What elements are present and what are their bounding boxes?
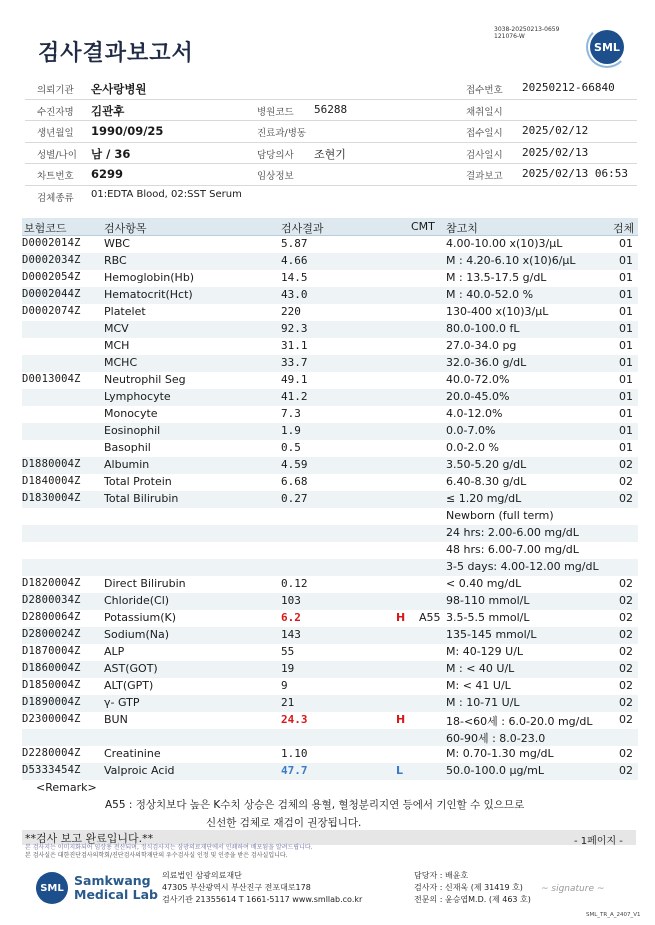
dept-label: 진료과/병동 [257,128,307,139]
report-code [494,26,559,40]
org-name: 의료법인 삼광의료재단 [162,871,242,880]
lab-logo: SML [36,872,68,904]
table-row [22,389,638,406]
remark-line-2: 신선한 검체로 재검이 권장됩니다. [206,817,362,829]
cell-spec: 01 [619,356,633,369]
cell-name: Total Protein [104,475,172,488]
org-info [162,870,362,906]
receipt-date-label: 접수일시 [466,128,503,139]
cell-name: BUN [104,713,128,726]
cell-spec: 02 [619,628,633,641]
cell-code: D2300004Z [22,713,81,725]
cell-spec: 01 [619,305,633,318]
table-row [22,321,638,338]
cell-spec: 02 [619,713,633,726]
cell-code: D1850004Z [22,679,81,691]
cell-result: 0.12 [281,577,308,590]
cell-result: 31.1 [281,339,308,352]
cell-name: MCH [104,339,130,352]
table-row [22,661,638,678]
cell-ref: M : < 40 U/L [446,662,515,675]
cell-ref: 130-400 x(10)3/μL [446,305,549,318]
signer-manager: 담당자 : 배윤호 [414,871,469,880]
table-row [22,457,638,474]
cell-spec: 02 [619,611,633,624]
cell-spec: 02 [619,475,633,488]
cell-ref: 4.00-10.00 x(10)3/μL [446,237,563,250]
table-row [22,372,638,389]
hospital-code-label: 병원코드 [257,106,294,118]
cell-ref: M : 10-71 U/L [446,696,520,709]
cell-result: 24.3 [281,713,308,726]
doctor-value: 조현기 [314,147,346,161]
table-header [22,218,638,236]
completion-text: **검사 보고 완료입니다.** [25,832,154,845]
cell-spec: 02 [619,747,633,760]
info-row-3 [25,121,637,143]
chart-no-value: 6299 [91,167,124,181]
table-row [22,763,638,780]
info-row-1 [25,78,637,100]
cell-name: Potassium(K) [104,611,177,624]
doctor-label: 담당의사 [257,149,294,161]
cell-spec: 02 [619,458,633,471]
table-row [22,508,638,525]
cell-name: WBC [104,237,130,250]
sex-age-label: 성별/나이 [37,149,77,161]
cell-code: D1840004Z [22,475,81,487]
cell-code: D5333454Z [22,764,81,776]
cell-spec: 01 [619,407,633,420]
cell-name: Creatinine [104,747,161,760]
cell-spec: 02 [619,577,633,590]
patient-name-label: 수진자명 [37,106,74,118]
header-spec: 검체 [613,222,635,235]
cell-spec: 01 [619,441,633,454]
cell-result: 6.68 [281,475,308,488]
cell-code: D0002074Z [22,305,81,317]
sex-age-value: 남 / 36 [91,146,131,161]
cell-code: D0002034Z [22,254,81,266]
cell-result: 49.1 [281,373,308,386]
lab-name [74,874,158,902]
cell-code: D1880004Z [22,458,81,470]
receipt-date-value: 2025/02/12 [522,124,589,137]
table-row [22,440,638,457]
table-row [22,695,638,712]
cell-name: Total Bilirubin [104,492,179,505]
table-row [22,678,638,695]
remark-line-1: A55 : 정상치보다 높은 K수치 상승은 검체의 용혈, 혈청분리지연 등에서 기인할 수 있으므로 [105,799,525,811]
cell-name: MCHC [104,356,138,369]
patient-name-value: 김관후 [91,103,125,118]
cell-code: D2800034Z [22,594,81,606]
table-body [22,236,638,780]
cell-result: 1.10 [281,747,308,760]
cell-result: 143 [281,628,301,641]
cell-name: ALT(GPT) [104,679,154,692]
header-cmt: CMT [411,220,435,233]
header-result: 검사결과 [281,222,324,235]
cell-spec: 01 [619,254,633,267]
cell-result: 1.9 [281,424,301,437]
signature-mark: ~ signature ~ [541,884,605,894]
lab-name-line2: Medical Lab [74,887,158,902]
cell-flag: L [396,764,404,777]
cell-ref: 4.0-12.0% [446,407,503,420]
test-date-label: 검사일시 [466,149,503,161]
cell-ref: 50.0-100.0 μg/mL [446,764,544,777]
table-row [22,474,638,491]
table-row [22,338,638,355]
cell-code: D1890004Z [22,696,81,708]
fine-print-1: 본 검사지는 이미지화되어 임상용 전산되며, 정식검사지는 삼광의료재단에서 인쇄하여 배포됨을 알려드립니다. [25,844,313,851]
test-date-value: 2025/02/13 [522,145,589,159]
table-row [22,610,638,627]
cell-spec: 02 [619,594,633,607]
cell-spec: 02 [619,696,633,709]
cell-ref: M: < 41 U/L [446,679,511,692]
birth-label: 생년월일 [37,128,74,139]
specimen-type-label: 검체종류 [37,192,74,204]
results-table [22,218,638,780]
cell-ref: 3.50-5.20 g/dL [446,458,527,471]
header-name: 검사항목 [104,222,147,235]
cell-result: 0.27 [281,492,308,505]
cell-result: 7.3 [281,407,301,420]
chart-no-label: 차트번호 [37,171,74,182]
cell-cmt: A55 [419,611,441,624]
cell-result: 220 [281,305,301,318]
info-row-2 [25,100,637,122]
cell-spec: 01 [619,390,633,403]
info-row-6 [25,186,637,207]
table-row [22,406,638,423]
table-row [22,746,638,763]
table-row [22,712,638,729]
table-row [22,542,638,559]
cell-code: D2280004Z [22,747,81,759]
table-row [22,423,638,440]
cell-name: Valproic Acid [104,764,175,777]
cell-flag: H [396,713,406,726]
lab-name-line1: Samkwang [74,873,151,888]
cell-result: 5.87 [281,237,308,250]
cell-code: D1870004Z [22,645,81,657]
cell-name: Hemoglobin(Hb) [104,271,195,284]
cell-ref: 0.0-7.0% [446,424,496,437]
receipt-no-value: 20250212-66840 [522,81,615,94]
cell-code: D0002014Z [22,237,81,249]
cell-name: Chloride(Cl) [104,594,170,607]
table-row [22,253,638,270]
cell-ref: Newborn (full term) [446,509,554,522]
cell-result: 4.59 [281,458,308,471]
cell-name: Basophil [104,441,151,454]
cell-code: D1830004Z [22,492,81,504]
cell-ref: M: 40-129 U/L [446,645,524,658]
cell-result: 21 [281,696,295,709]
cell-result: 92.3 [281,322,308,335]
cell-ref: 40.0-72.0% [446,373,510,386]
report-date-label: 결과보고 [466,171,503,182]
signer-tester: 검사자 : 신재욱 (제 31419 호) [414,883,523,892]
report-date-value: 2025/02/13 06:53 [522,167,628,180]
cell-spec: 02 [619,645,633,658]
info-row-5 [25,164,637,186]
cell-ref: ≤ 1.20 mg/dL [446,492,522,505]
table-row [22,559,638,576]
cell-name: Sodium(Na) [104,628,169,641]
cell-result: 103 [281,594,301,607]
cell-ref: M : 13.5-17.5 g/dL [446,271,547,284]
cell-code: D0002044Z [22,288,81,300]
cell-ref: 20.0-45.0% [446,390,510,403]
hospital-code-value: 56288 [314,102,348,116]
cell-code: D1820004Z [22,577,81,589]
table-row [22,491,638,508]
cell-name: ALP [104,645,125,658]
cell-result: 4.66 [281,254,308,267]
clinical-info-label: 임상정보 [257,171,294,182]
table-row [22,593,638,610]
table-row [22,236,638,253]
sml-logo: SML [590,30,624,64]
table-row [22,270,638,287]
remark-label: <Remark> [36,781,97,794]
signers [414,870,531,906]
cell-ref: M: 0.70-1.30 mg/dL [446,747,554,760]
cell-code: D1860004Z [22,662,81,674]
cell-ref: 3-5 days: 4.00-12.00 mg/dL [446,560,599,573]
cell-code: D0002054Z [22,271,81,283]
cell-spec: 01 [619,322,633,335]
cell-name: Direct Bilirubin [104,577,186,590]
page-number: - 1페이지 - [574,836,623,847]
cell-ref: 80.0-100.0 fL [446,322,520,335]
cell-spec: 01 [619,288,633,301]
cell-result: 41.2 [281,390,308,403]
cell-name: RBC [104,254,127,267]
cell-name: γ- GTP [104,696,140,709]
org-address: 47305 부산광역시 부산진구 전포대로178 [162,883,311,892]
cell-result: 55 [281,645,295,658]
cell-name: Platelet [104,305,146,318]
header-ref: 참고치 [446,222,478,235]
cell-spec: 01 [619,271,633,284]
table-row [22,644,638,661]
form-version: SML_TR_A_2407_V1 [586,912,641,918]
table-row [22,627,638,644]
cell-name: Eosinophil [104,424,161,437]
signer-specialist: 전문의 : 윤승엽M.D. (제 463 호) [414,895,531,904]
table-row [22,525,638,542]
cell-ref: 27.0-34.0 pg [446,339,517,352]
table-row [22,355,638,372]
cell-flag: H [396,611,406,624]
header-code: 보험코드 [24,222,67,235]
cell-ref: 3.5-5.5 mmol/L [446,611,530,624]
cell-ref: 135-145 mmol/L [446,628,537,641]
institution-label: 의뢰기관 [37,85,74,96]
cell-ref: 48 hrs: 6.00-7.00 mg/dL [446,543,579,556]
collect-date-label: 채취일시 [466,106,503,118]
report-code-line1: 3038-20250213-0659 [494,26,560,33]
info-row-4 [25,143,637,165]
cell-ref: 60-90세 : 8.0-23.0 [446,732,546,745]
cell-spec: 01 [619,373,633,386]
cell-spec: 02 [619,764,633,777]
cell-ref: 24 hrs: 2.00-6.00 mg/dL [446,526,579,539]
cell-code: D2800064Z [22,611,81,623]
cell-code: D0013004Z [22,373,81,385]
cell-name: Lymphocyte [104,390,171,403]
org-contact: 검사기관 21355614 T 1661-5117 www.smllab.co.kr [162,895,363,904]
report-code-line2: 121076-W [494,33,525,40]
cell-ref: 98-110 mmol/L [446,594,530,607]
cell-result: 0.5 [281,441,301,454]
cell-ref: < 0.40 mg/dL [446,577,522,590]
cell-result: 14.5 [281,271,308,284]
receipt-no-label: 접수번호 [466,85,503,96]
table-row [22,729,638,746]
table-row [22,287,638,304]
table-row [22,304,638,321]
cell-name: Albumin [104,458,150,471]
cell-result: 33.7 [281,356,308,369]
cell-ref: 0.0-2.0 % [446,441,499,454]
birth-value: 1990/09/25 [91,124,164,138]
cell-spec: 01 [619,237,633,250]
cell-result: 19 [281,662,295,675]
fine-print-2: 본 검사실은 대한진단검사의학회/진단검사의학재단의 우수검사실 인정 및 인증을 받은 검사실입니다. [25,852,288,859]
cell-name: Monocyte [104,407,158,420]
cell-spec: 02 [619,492,633,505]
table-row [22,576,638,593]
specimen-type-value: 01:EDTA Blood, 02:SST Serum [91,188,242,200]
cell-ref: 6.40-8.30 g/dL [446,475,527,488]
report-title: 검사결과보고서 [38,41,194,66]
cell-name: Neutrophil Seg [104,373,186,386]
cell-ref: M : 4.20-6.10 x(10)6/μL [446,254,576,267]
cell-spec: 01 [619,339,633,352]
cell-result: 6.2 [281,611,301,624]
cell-ref: 32.0-36.0 g/dL [446,356,527,369]
cell-result: 47.7 [281,764,308,777]
cell-result: 9 [281,679,288,692]
cell-spec: 01 [619,424,633,437]
cell-spec: 02 [619,679,633,692]
institution-value: 온사랑병원 [91,82,147,96]
cell-ref: 18-<60세 : 6.0-20.0 mg/dL [446,715,593,728]
patient-info [25,78,637,206]
cell-ref: M : 40.0-52.0 % [446,288,534,301]
cell-name: AST(GOT) [104,662,158,675]
cell-spec: 02 [619,662,633,675]
cell-name: MCV [104,322,129,335]
cell-code: D2800024Z [22,628,81,640]
cell-result: 43.0 [281,288,308,301]
cell-name: Hematocrit(Hct) [104,288,193,301]
